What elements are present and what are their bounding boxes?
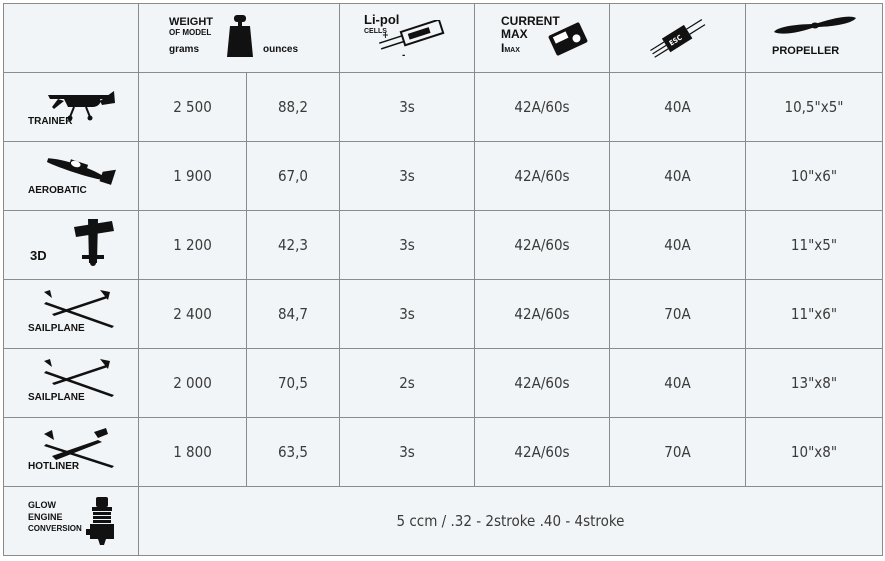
row-label-trainer [4, 73, 139, 142]
header-propeller [746, 4, 883, 73]
cell-esc: 40A [610, 73, 746, 142]
row-name: SAILPLANE [28, 323, 85, 334]
cell-cells: 3s [340, 211, 475, 280]
esc-badge-text: ESC [667, 33, 684, 48]
glow-conversion-value: 5 ccm / .32 - 2stroke .40 - 4stroke [139, 487, 883, 556]
cell-prop: 11"x6" [746, 280, 883, 349]
svg-text:-: - [402, 51, 406, 60]
cell-cells: 3s [340, 280, 475, 349]
cell-current: 42A/60s [475, 418, 610, 487]
header-corner [4, 4, 139, 73]
cell-esc: 40A [610, 142, 746, 211]
table-row [4, 418, 883, 487]
cell-current: 42A/60s [475, 73, 610, 142]
cell-cells: 2s [340, 349, 475, 418]
cell-grams: 1 800 [139, 418, 247, 487]
row-name: 3D [30, 248, 47, 263]
current-max-label: MAX [501, 27, 528, 41]
row-label-aerobatic [4, 142, 139, 211]
row-label-hotliner [4, 418, 139, 487]
cell-ounces: 88,2 [247, 73, 340, 142]
cell-grams: 1 900 [139, 142, 247, 211]
cell-cells: 3s [340, 73, 475, 142]
spec-table [3, 3, 883, 556]
cell-grams: 2 400 [139, 280, 247, 349]
glow-label-line: CONVERSION [28, 524, 82, 533]
cell-cells: 3s [340, 418, 475, 487]
header-current [475, 4, 610, 73]
row-name: TRAINER [28, 116, 73, 127]
cell-ounces: 84,7 [247, 280, 340, 349]
cell-ounces: 42,3 [247, 211, 340, 280]
cell-current: 42A/60s [475, 142, 610, 211]
row-label-3d [4, 211, 139, 280]
cells-label: CELLS [364, 28, 387, 35]
multimeter-icon [547, 22, 589, 56]
row-label-glow [4, 487, 139, 556]
table-row [4, 73, 883, 142]
header-row [4, 4, 883, 73]
cell-esc: 70A [610, 418, 746, 487]
cell-grams: 2 500 [139, 73, 247, 142]
header-lipol [340, 4, 475, 73]
cell-esc: 70A [610, 280, 746, 349]
cell-ounces: 70,5 [247, 349, 340, 418]
lipol-title: Li-pol [364, 12, 400, 27]
weight-subtitle: OF MODEL [169, 28, 212, 37]
glow-engine-icon [86, 495, 118, 547]
propeller-icon [772, 12, 858, 38]
glow-row [4, 487, 883, 556]
cell-prop: 10,5"x5" [746, 73, 883, 142]
aerobatic-plane-icon [40, 152, 116, 188]
cell-prop: 11"x5" [746, 211, 883, 280]
cell-current: 42A/60s [475, 280, 610, 349]
row-name: SAILPLANE [28, 392, 85, 403]
cell-prop: 10"x6" [746, 142, 883, 211]
weight-icon [225, 14, 255, 58]
row-label-sailplane [4, 280, 139, 349]
table-row [4, 280, 883, 349]
svg-text:+: + [382, 31, 389, 41]
table-row [4, 211, 883, 280]
table-row [4, 349, 883, 418]
glow-label-line: GLOW [28, 500, 56, 510]
cell-esc: 40A [610, 349, 746, 418]
table-row [4, 142, 883, 211]
header-esc [610, 4, 746, 73]
cell-current: 42A/60s [475, 349, 610, 418]
cell-grams: 2 000 [139, 349, 247, 418]
glow-label-line: ENGINE [28, 512, 63, 522]
cell-esc: 40A [610, 211, 746, 280]
cell-current: 42A/60s [475, 211, 610, 280]
cell-ounces: 67,0 [247, 142, 340, 211]
ounces-label: ounces [263, 44, 299, 55]
esc-icon [648, 14, 708, 62]
battery-icon [374, 20, 456, 60]
glow-label [28, 499, 82, 535]
grams-label: grams [169, 44, 200, 55]
cell-prop: 10"x8" [746, 418, 883, 487]
current-title: CURRENT [501, 14, 560, 28]
cell-prop: 13"x8" [746, 349, 883, 418]
row-label-sailplane-2 [4, 349, 139, 418]
weight-title: WEIGHT [169, 16, 213, 28]
propeller-label: PROPELLER [772, 45, 840, 57]
3d-plane-icon [70, 217, 116, 267]
row-name: AEROBATIC [28, 185, 87, 196]
cell-cells: 3s [340, 142, 475, 211]
header-weight [139, 4, 340, 73]
trainer-plane-icon [44, 81, 116, 121]
cell-grams: 1 200 [139, 211, 247, 280]
row-name: HOTLINER [28, 461, 80, 472]
cell-ounces: 63,5 [247, 418, 340, 487]
current-i-label: IMAX [501, 41, 520, 55]
